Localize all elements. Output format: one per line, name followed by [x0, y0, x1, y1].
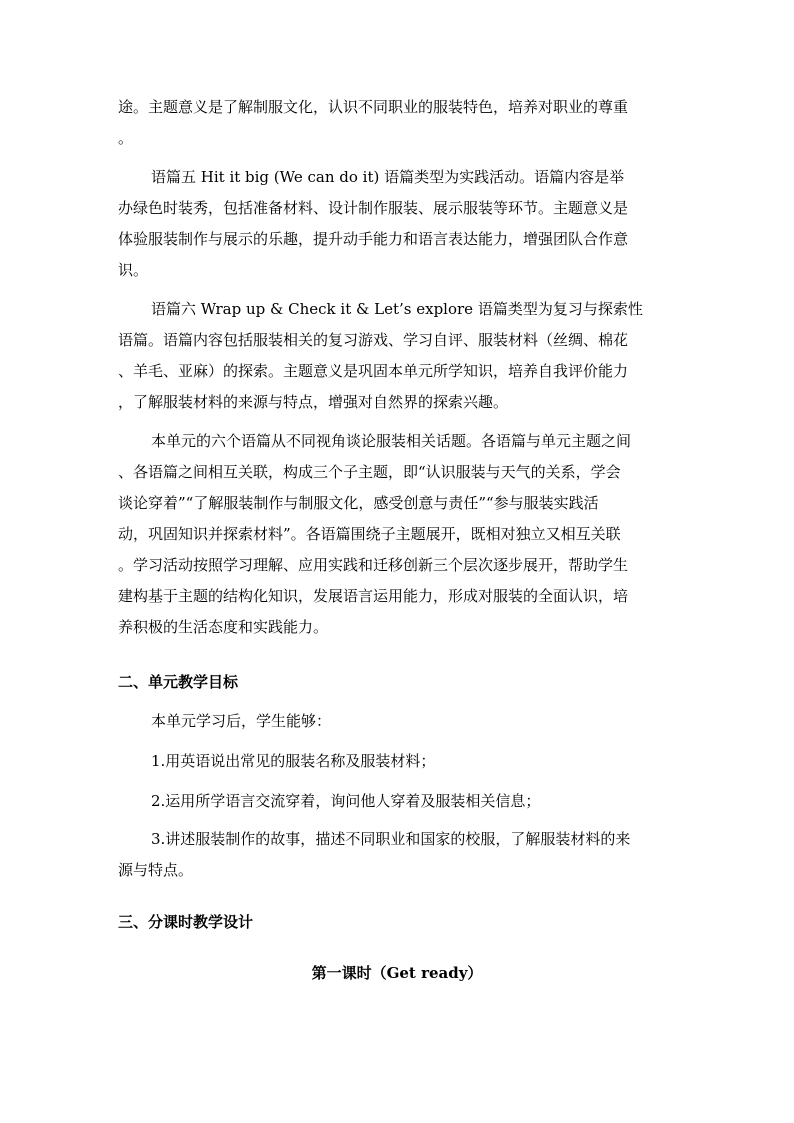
- text-line: 途。主题意义是了解制服文化，认识不同职业的服装特色，培养对职业的尊重: [118, 98, 629, 116]
- text-line: 本单元学习后，学生能够：: [151, 712, 332, 730]
- paragraph-unit-summary: [118, 426, 678, 643]
- text-line: 3.讲述服装制作的故事，描述不同职业和国家的校服，了解服装材料的来: [151, 830, 631, 848]
- text-line: 。学习活动按照学习理解、应用实践和迁移创新三个层次逐步展开，帮助学生: [118, 556, 629, 574]
- text-line: 、各语篇之间相互关联，构成三个子主题，即“认识服装与天气的关系，学会: [118, 463, 621, 481]
- text-line: 2.运用所学语言交流穿着，询问他人穿着及服装相关信息；: [151, 792, 541, 810]
- text-line: 办绿色时装秀，包括准备材料、设计制作服装、展示服装等环节。主题意义是: [118, 199, 629, 217]
- paragraph-text-six: [118, 294, 678, 418]
- paragraph-goals-intro: [118, 706, 678, 737]
- text-line: 。: [118, 129, 134, 147]
- paragraph-text-five: [118, 162, 678, 286]
- text-line: 、羊毛、亚麻）的探索。主题意义是巩固本单元所学知识，培养自我评价能力: [118, 362, 629, 380]
- goal-item-1: [118, 746, 678, 777]
- text-line: 动，巩固知识并探索材料”。各语篇围绕子主题展开，既相对独立又相互关联: [118, 525, 621, 543]
- text-line: 源与特点。: [118, 861, 194, 879]
- goal-item-2: [118, 786, 678, 817]
- text-line: 体验服装制作与展示的乐趣，提升动手能力和语言表达能力，增强团队合作意: [118, 230, 629, 248]
- text-line: ，了解服装材料的来源与特点，增强对自然界的探索兴趣。: [118, 393, 509, 411]
- text-line: 谈论穿着”“了解服装制作与制服文化，感受创意与责任”“参与服装实践活: [118, 494, 599, 512]
- section-heading-unit-goals: 二、单元教学目标: [118, 673, 239, 691]
- text-line: 养积极的生活态度和实践能力。: [118, 618, 329, 636]
- text-line: 建构基于主题的结构化知识，发展语言运用能力，形成对服装的全面认识，培: [118, 587, 629, 605]
- text-line: 1.用英语说出常见的服装名称及服装材料；: [151, 752, 436, 770]
- paragraph-theme-uniform: [118, 92, 678, 154]
- text-line: 识。: [118, 261, 149, 279]
- lesson-title: 第一课时（Get ready）: [311, 964, 483, 982]
- text-line: 语篇六 Wrap up & Check it & Let’s explore 语篇类型为复习与探索性: [151, 300, 643, 318]
- text-line: 语篇五 Hit it big (We can do it) 语篇类型为实践活动。语篇内容是举: [151, 168, 625, 186]
- section-heading-lesson-design: 三、分课时教学设计: [118, 913, 254, 931]
- text-line: 本单元的六个语篇从不同视角谈论服装相关话题。各语篇与单元主题之间: [151, 432, 632, 450]
- text-line: 语篇。语篇内容包括服装相关的复习游戏、学习自评、服装材料（丝绸、棉花: [118, 331, 629, 349]
- goal-item-3: [118, 824, 678, 886]
